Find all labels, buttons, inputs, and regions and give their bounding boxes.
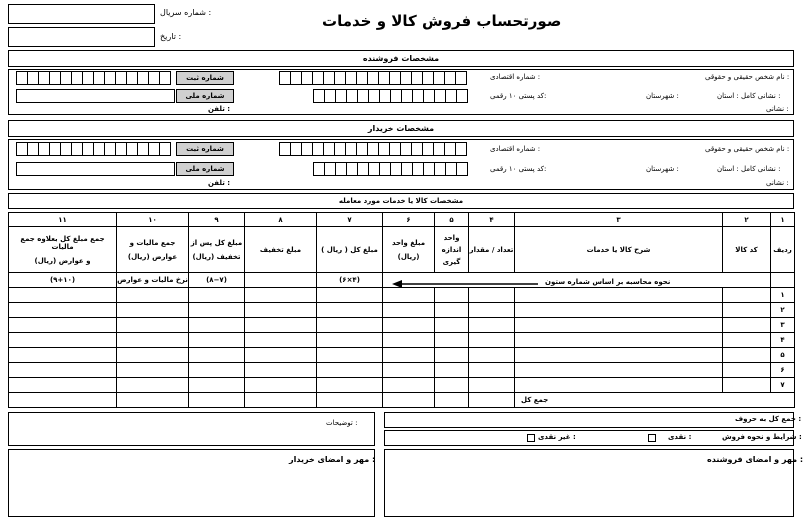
- noncash-checkbox[interactable]: [527, 434, 535, 442]
- row-number: ۲: [771, 303, 795, 318]
- col-num-7: ۷: [317, 213, 383, 227]
- header-grand-total: [9, 227, 117, 273]
- col-num-4: ۴: [469, 213, 515, 227]
- header-unit: [435, 227, 469, 273]
- col-num-1: ۱: [771, 213, 795, 227]
- col-num-9: ۹: [189, 213, 245, 227]
- seller-phone-label: تلفن :: [208, 105, 231, 113]
- seller-address-label: نشانی :: [766, 105, 789, 113]
- date-label: تاریخ :: [160, 32, 182, 41]
- formula-discount: [245, 273, 317, 288]
- col-num-2: ۲: [723, 213, 771, 227]
- formula-note: نحوه محاسبه بر اساس شماره ستون: [545, 278, 671, 286]
- seller-reg-label: شماره ثبت: [176, 71, 234, 85]
- terms-label: شرایط و نحوه فروش :: [722, 433, 802, 441]
- formula-grand: (۹+۱۰): [9, 273, 117, 288]
- buyer-section-title: مشخصات خریدار: [8, 120, 794, 137]
- total-words-label: جمع کل به حروف :: [735, 415, 802, 423]
- buyer-sign-label: مهر و امضای خریدار :: [289, 455, 376, 464]
- row-number: ۵: [771, 348, 795, 363]
- col-num-6: ۶: [383, 213, 435, 227]
- buyer-national-label: شماره ملی: [176, 162, 234, 176]
- header-unit-price: [383, 227, 435, 273]
- table-row[interactable]: [9, 318, 795, 333]
- seller-reg-cells[interactable]: [16, 71, 171, 85]
- seller-section-title: مشخصات فروشنده: [8, 50, 794, 67]
- header-after-line1: مبلغ کل پس از: [190, 238, 243, 247]
- buyer-address-label: نشانی :: [766, 179, 789, 187]
- cash-label: نقدی :: [668, 433, 692, 441]
- notes-label: توضیحات :: [326, 419, 358, 427]
- seller-postal-label: کد پستی ۱۰ رقمی:: [490, 92, 547, 100]
- table-row[interactable]: [9, 333, 795, 348]
- sum-row: [9, 393, 795, 408]
- seller-postal-cells[interactable]: [313, 89, 468, 103]
- col-num-8: ۸: [245, 213, 317, 227]
- seller-economic-label: شماره اقتصادی :: [490, 73, 541, 81]
- row-number: ۶: [771, 363, 795, 378]
- items-table: [8, 212, 795, 408]
- buyer-economic-label: شماره اقتصادی :: [490, 145, 541, 153]
- header-grand-line2: و عوارض (ریال): [34, 256, 91, 265]
- date-field[interactable]: [8, 27, 155, 47]
- arrow-left-icon: [392, 279, 540, 289]
- seller-name-label: نام شخص حقیقی و حقوقی :: [705, 73, 790, 81]
- formula-cell-row: [771, 273, 795, 288]
- header-desc: شرح کالا یا خدمات: [515, 227, 723, 273]
- row-number: ۱: [771, 288, 795, 303]
- seller-national-label: شماره ملی: [176, 89, 234, 103]
- noncash-label: غیر نقدی :: [538, 433, 576, 441]
- header-discount: مبلغ تخفیف: [245, 227, 317, 273]
- header-qty: تعداد / مقدار: [469, 227, 515, 273]
- seller-city-label: شهرستان :: [646, 92, 679, 100]
- header-row: ردیف: [771, 227, 795, 273]
- page-title: صورتحساب فروش کالا و خدمات: [322, 12, 562, 30]
- col-num-11: ۱۱: [9, 213, 117, 227]
- col-num-3: ۳: [515, 213, 723, 227]
- table-row[interactable]: [9, 288, 795, 303]
- table-row[interactable]: [9, 363, 795, 378]
- buyer-phone-label: تلفن :: [208, 179, 231, 187]
- seller-national-field[interactable]: [16, 89, 175, 103]
- header-unit-line1: واحد: [443, 233, 460, 242]
- buyer-reg-cells[interactable]: [16, 142, 171, 156]
- total-words-box[interactable]: [384, 412, 794, 428]
- column-header-row: [9, 227, 795, 273]
- col-num-10: ۱۰: [117, 213, 189, 227]
- column-number-row: [9, 213, 795, 227]
- header-code: کد کالا: [723, 227, 771, 273]
- seller-sign-label: مهر و امضای فروشنده :: [707, 455, 803, 464]
- serial-field[interactable]: [8, 4, 155, 24]
- formula-after: (۸−۷): [189, 273, 245, 288]
- buyer-national-field[interactable]: [16, 162, 175, 176]
- serial-label: شماره سریال :: [160, 8, 212, 17]
- header-unitprice-line1: مبلغ واحد: [391, 238, 426, 247]
- seller-full-address-label: نشانی کامل : استان :: [717, 92, 781, 100]
- buyer-full-address-label: نشانی کامل : استان :: [717, 165, 781, 173]
- header-tax-line2: عوارض (ریال): [127, 252, 178, 261]
- buyer-postal-cells[interactable]: [313, 162, 468, 176]
- buyer-reg-label: شماره ثبت: [176, 142, 234, 156]
- sum-label: جمع کل: [515, 393, 795, 408]
- header-tax: [117, 227, 189, 273]
- header-unitprice-line2: (ریال): [397, 252, 420, 261]
- cash-checkbox[interactable]: [648, 434, 656, 442]
- items-section-title: مشخصات کالا یا خدمات مورد معامله: [8, 193, 794, 209]
- row-number: ۳: [771, 318, 795, 333]
- header-grand-line1: جمع مبلغ کل بعلاوه جمع مالیات: [20, 234, 105, 251]
- header-unit-line3: گیری: [442, 257, 461, 266]
- col-num-5: ۵: [435, 213, 469, 227]
- table-row[interactable]: [9, 348, 795, 363]
- formula-total: (۶×۴): [317, 273, 383, 288]
- buyer-postal-label: کد پستی ۱۰ رقمی:: [490, 165, 547, 173]
- row-number: ۴: [771, 333, 795, 348]
- notes-box[interactable]: [8, 412, 375, 446]
- table-row[interactable]: [9, 378, 795, 393]
- buyer-economic-cells[interactable]: [279, 142, 467, 156]
- header-after-discount: [189, 227, 245, 273]
- formula-cell-code: [723, 273, 771, 288]
- table-row[interactable]: [9, 303, 795, 318]
- formula-tax: نرخ مالیات و عوارض: [117, 273, 189, 288]
- seller-economic-cells[interactable]: [279, 71, 467, 85]
- buyer-name-label: نام شخص حقیقی و حقوقی :: [705, 145, 790, 153]
- buyer-city-label: شهرستان :: [646, 165, 679, 173]
- header-tax-line1: جمع مالیات و: [129, 238, 176, 247]
- header-total: مبلغ کل ( ریال ): [317, 227, 383, 273]
- row-number: ۷: [771, 378, 795, 393]
- header-unit-line2: اندازه: [441, 245, 462, 254]
- header-after-line2: تخفیف (ریال): [192, 252, 241, 261]
